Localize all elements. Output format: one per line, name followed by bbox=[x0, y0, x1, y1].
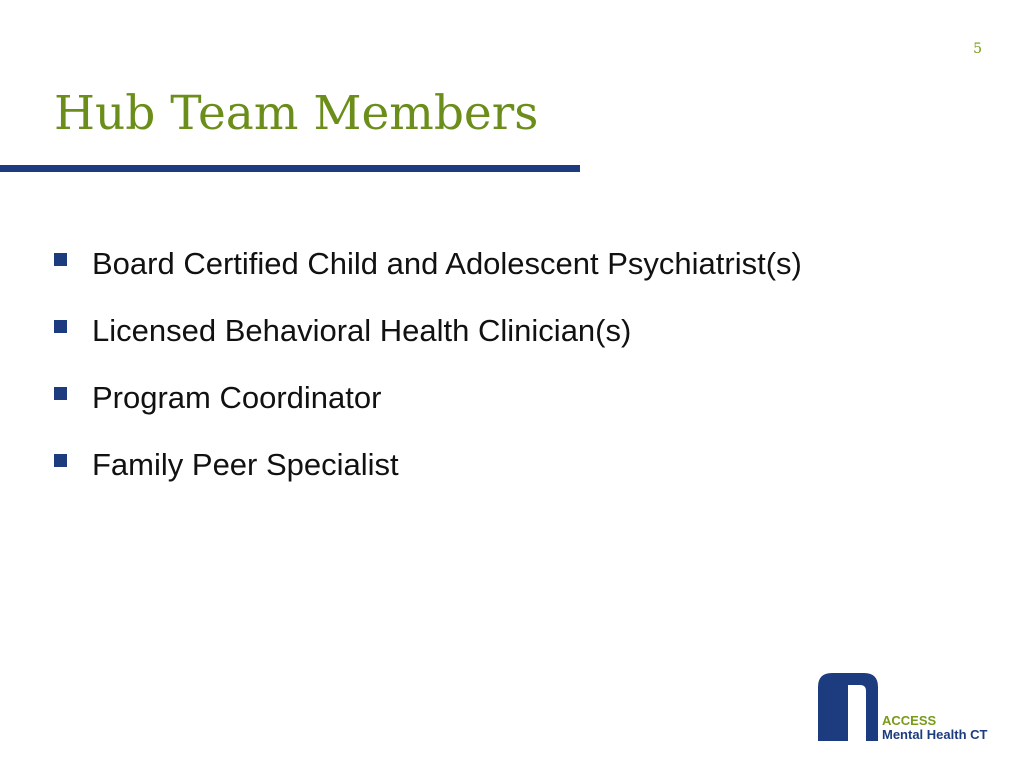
square-bullet-icon bbox=[54, 253, 67, 266]
logo-wordmark bbox=[882, 714, 987, 742]
bullet-text: Board Certified Child and Adolescent Psychiatrist(s) bbox=[92, 245, 802, 281]
doorway-logo-icon bbox=[818, 673, 878, 741]
bullet-item bbox=[54, 364, 802, 431]
bullet-item bbox=[54, 431, 802, 498]
bullet-text: Licensed Behavioral Health Clinician(s) bbox=[92, 312, 632, 348]
logo-access-text: ACCESS bbox=[882, 713, 937, 728]
bullet-item bbox=[54, 297, 802, 364]
logo-name-text: Mental Health CT bbox=[882, 727, 988, 742]
slide-number: 5 bbox=[973, 41, 982, 57]
bullet-item bbox=[54, 230, 802, 297]
slide-title: Hub Team Members bbox=[54, 86, 539, 141]
access-mental-health-logo bbox=[818, 673, 998, 743]
bullet-list bbox=[54, 230, 802, 498]
bullet-text: Program Coordinator bbox=[92, 379, 382, 415]
square-bullet-icon bbox=[54, 320, 67, 333]
bullet-text: Family Peer Specialist bbox=[92, 446, 399, 482]
square-bullet-icon bbox=[54, 454, 67, 467]
square-bullet-icon bbox=[54, 387, 67, 400]
title-underline bbox=[0, 165, 580, 172]
